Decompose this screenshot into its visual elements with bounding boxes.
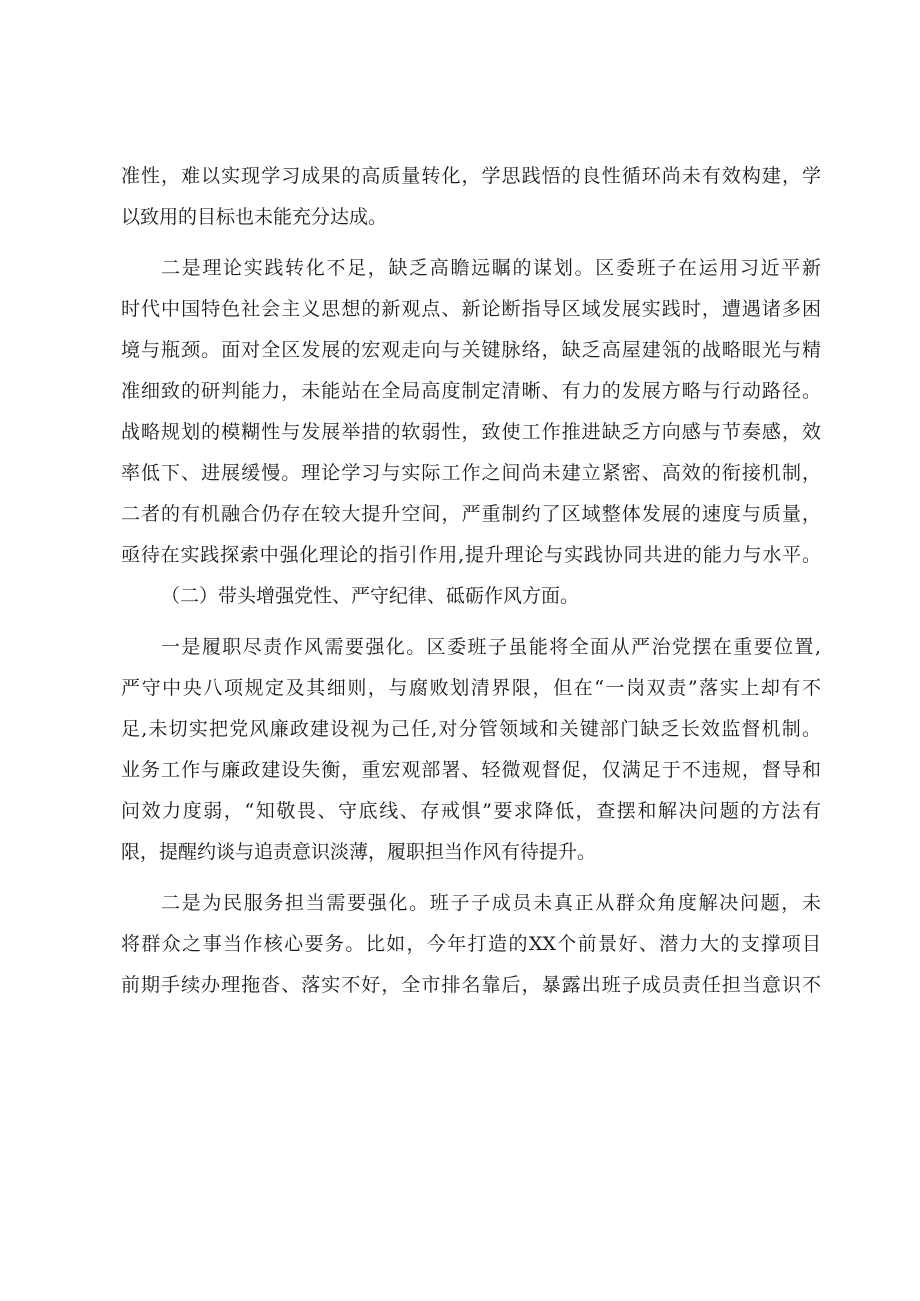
text-line: 业务工作与廉政建设失衡，重宏观部署、轻微观督促，仅满足于不违规，督导和 — [121, 759, 821, 781]
paragraph-gap — [121, 238, 821, 248]
text-line: 二者的有机融合仍存在较大提升空间，严重制约了区域整体发展的速度与质量， — [121, 503, 821, 525]
text-line: 亟待在实践探索中强化理论的指引作用,提升理论与实践协同共进的能力与水平。 — [121, 544, 821, 566]
text-line: 二是为民服务担当需要强化。班子子成员未真正从群众角度解决问题，未 — [161, 892, 821, 914]
text-line: 前期手续办理拖沓、落实不好，全市排名靠后，暴露出班子成员责任担当意识不 — [121, 974, 821, 996]
text-line: 问效力度弱，“知敬畏、守底线、存戒惧”要求降低，查摆和解决问题的方法有 — [121, 800, 821, 822]
paragraph-duty-style — [121, 627, 821, 873]
section-heading: （二）带头增强党性、严守纪律、砥砺作风方面。 — [161, 585, 580, 607]
paragraph-theory-practice — [121, 248, 821, 576]
text-line: 战略规划的模糊性与发展举措的软弱性，致使工作推进缺乏方向感与节奏感，效 — [121, 421, 821, 443]
text-line: 率低下、进展缓慢。理论学习与实际工作之间尚未建立紧密、高效的衔接机制， — [121, 462, 821, 484]
paragraph-gap — [121, 873, 821, 883]
text-line: 限，提醒约谈与追责意识淡薄，履职担当作风有待提升。 — [121, 841, 597, 863]
document-body — [121, 156, 821, 1006]
text-line: 二是理论实践转化不足，缺乏高瞻远瞩的谋划。区委班子在运用习近平新 — [161, 257, 821, 279]
text-line: 境与瓶颈。面对全区发展的宏观走向与关键脉络，缺乏高屋建瓴的战略眼光与精 — [121, 339, 821, 361]
paragraph-continuation — [121, 156, 821, 238]
text-line: 以致用的目标也未能充分达成。 — [121, 206, 388, 228]
text-line: 足,未切实把党风廉政建设视为己任,对分管领域和关键部门缺乏长效监督机制。 — [121, 718, 821, 740]
text-line: 时代中国特色社会主义思想的新观点、新论断指导区域发展实践时，遭遇诸多困 — [121, 298, 821, 320]
text-line: 将群众之事当作核心要务。比如，今年打造的XX个前景好、潜力大的支撑项目 — [121, 933, 821, 955]
text-line: 一是履职尽责作风需要强化。区委班子虽能将全面从严治党摆在重要位置, — [161, 636, 821, 658]
text-line: 准细致的研判能力，未能站在全局高度制定清晰、有力的发展方略与行动路径。 — [121, 380, 821, 402]
paragraph-public-service — [121, 883, 821, 1006]
text-line: 严守中央八项规定及其细则，与腐败划清界限，但在“一岗双责”落实上却有不 — [121, 677, 821, 699]
paragraph-gap — [121, 617, 821, 627]
text-line: 准性，难以实现学习成果的高质量转化，学思践悟的良性循环尚未有效构建，学 — [121, 165, 821, 187]
